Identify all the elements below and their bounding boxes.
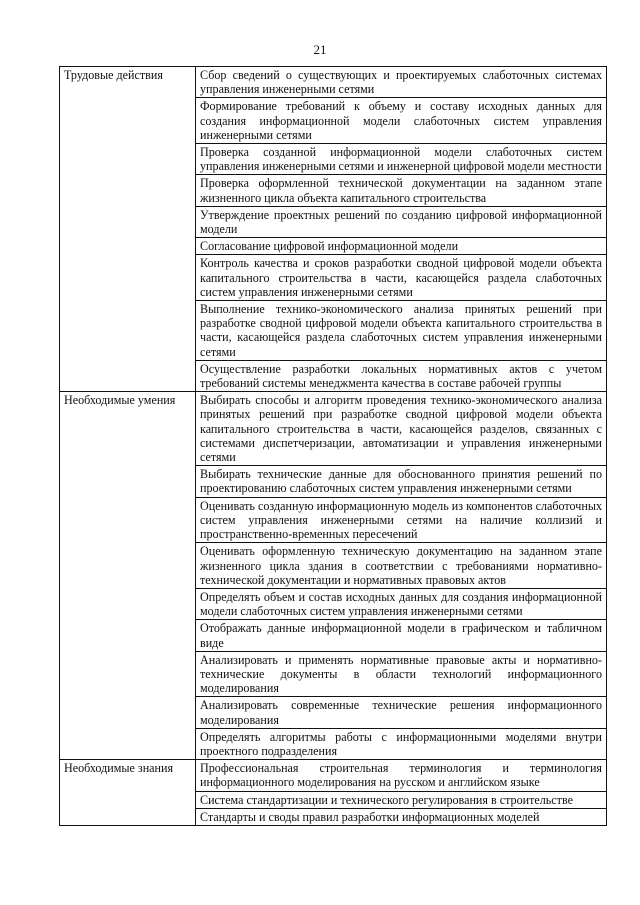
page-bottom-margin xyxy=(59,836,607,905)
skill-item: Выбирать способы и алгоритм проведения технико-экономического анализа принятых решений при разработке сводной цифровой модели объекта капитального строительства в части, касающейся разделов, связанных с системами диспетчеризации, автоматизации и управления инженерными сетями xyxy=(196,392,607,466)
table-row xyxy=(60,760,607,791)
labor-action-item: Утверждение проектных решений по созданию цифровой информационной модели xyxy=(196,206,607,237)
skill-item: Определять алгоритмы работы с информационными моделями внутри проектного подразделения xyxy=(196,728,607,759)
skill-item: Определять объем и состав исходных данных для создания информационной модели слаботочных систем управления инженерными сетями xyxy=(196,588,607,619)
labor-action-item: Сбор сведений о существующих и проектируемых слаботочных системах управления инженерными сетями xyxy=(196,67,607,98)
knowledge-item: Система стандартизации и технического регулирования в строительстве xyxy=(196,791,607,808)
skill-item: Оценивать созданную информационную модель из компонентов слаботочных систем управления инженерными сетями на наличие коллизий и пространственно-временных пересечений xyxy=(196,497,607,543)
labor-action-item: Контроль качества и сроков разработки сводной цифровой модели объекта капитального строительства в части, касающейся раздела слаботочных систем управления инженерными сетями xyxy=(196,255,607,301)
table-row xyxy=(60,392,607,466)
skill-item: Анализировать и применять нормативные правовые акты и нормативно-технические документы в области технологий информационного моделирования xyxy=(196,651,607,697)
labor-action-item: Выполнение технико-экономического анализа принятых решений при разработке сводной цифровой модели объекта капитального строительства в части, касающейся раздела слаботочных систем управления инженерными сетями xyxy=(196,301,607,361)
skill-item: Анализировать современные технические решения информационного моделирования xyxy=(196,697,607,728)
labor-action-item: Формирование требований к объему и составу исходных данных для создания информационной модели слаботочных систем управления инженерными сетями xyxy=(196,98,607,144)
labor-action-item: Проверка созданной информационной модели слаботочных систем управления инженерными сетями и инженерной цифровой модели местности xyxy=(196,144,607,175)
table-row xyxy=(60,67,607,98)
category-required-skills: Необходимые умения xyxy=(60,392,196,760)
labor-action-item: Осуществление разработки локальных нормативных актов с учетом требований системы менеджмента качества в составе рабочей группы xyxy=(196,360,607,391)
labor-action-item: Согласование цифровой информационной модели xyxy=(196,238,607,255)
competency-table xyxy=(59,66,607,826)
category-required-knowledge: Необходимые знания xyxy=(60,760,196,826)
skill-item: Оценивать оформленную техническую документацию на заданном этапе жизненного цикла здания в соответствии с требованиями нормативно-технической документации и нормативных правовых актов xyxy=(196,543,607,589)
skill-item: Отображать данные информационной модели в графическом и табличном виде xyxy=(196,620,607,651)
knowledge-item: Стандарты и своды правил разработки информационных моделей xyxy=(196,808,607,825)
knowledge-item: Профессиональная строительная терминология и терминология информационного моделирования на русском и английском языке xyxy=(196,760,607,791)
category-labor-actions: Трудовые действия xyxy=(60,67,196,392)
skill-item: Выбирать технические данные для обоснованного принятия решений по проектированию слаботочных систем управления инженерными сетями xyxy=(196,466,607,497)
page-number: 21 xyxy=(313,42,327,57)
labor-action-item: Проверка оформленной технической документации на заданном этапе жизненного цикла объекта капитального строительства xyxy=(196,175,607,206)
